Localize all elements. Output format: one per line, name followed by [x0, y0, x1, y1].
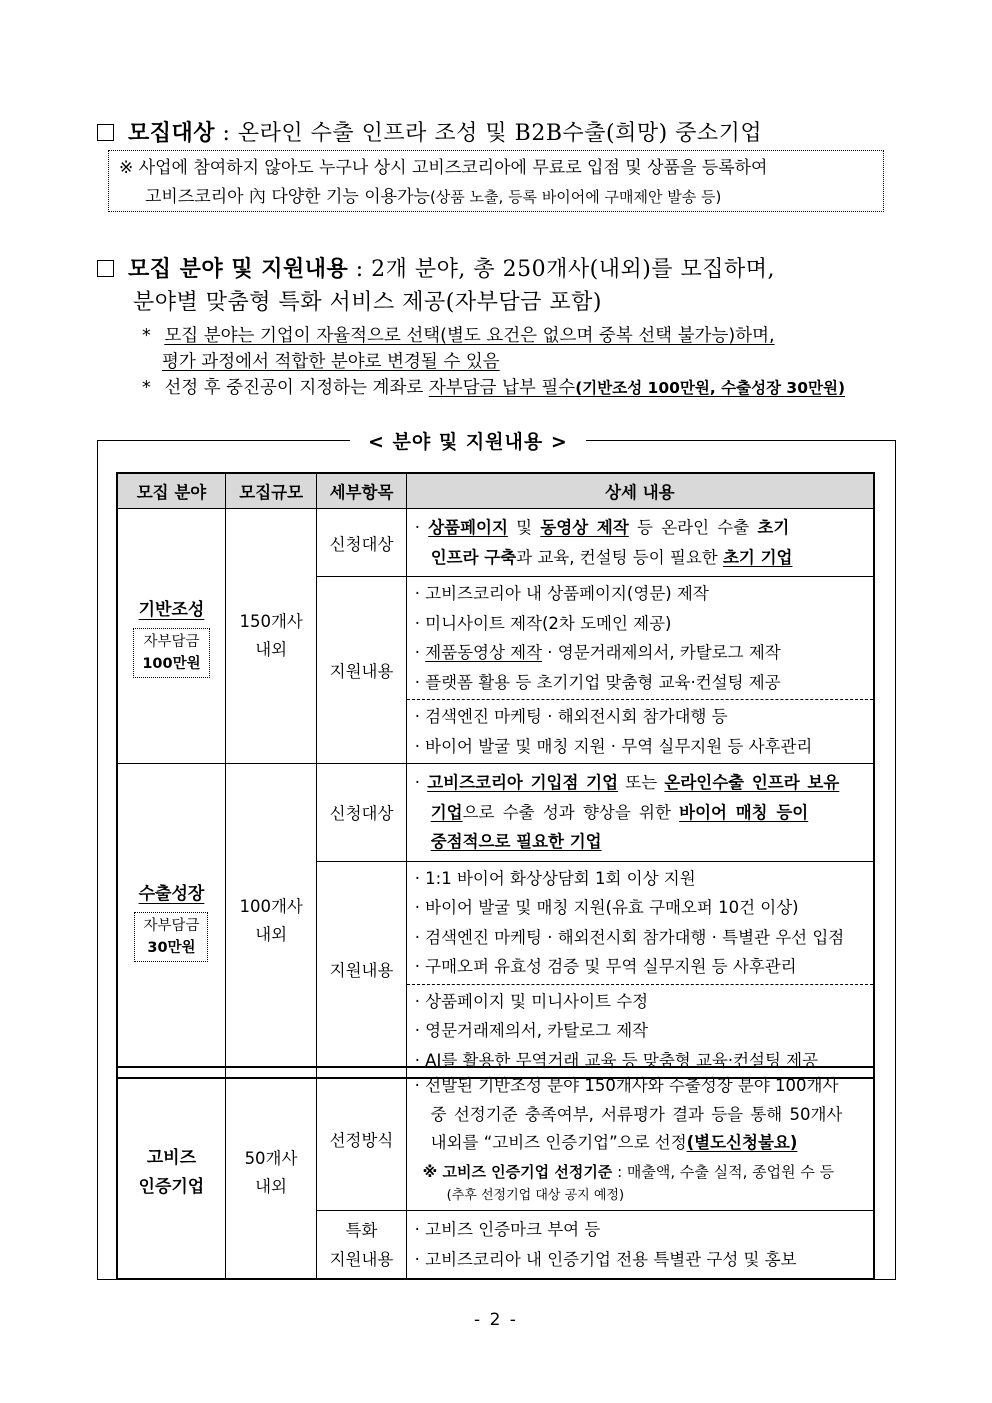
cat3-support	[406, 1211, 874, 1280]
header-scale: 모집규모	[225, 473, 316, 509]
txt: 등 온라인 수출	[628, 518, 758, 537]
cat3-item2	[317, 1211, 406, 1280]
cat2-self-amount: 30만원	[147, 940, 196, 956]
cat3-scale	[225, 1067, 316, 1279]
cat3-scale-line1: 50개사	[244, 1149, 298, 1168]
cat2-support-group-b	[407, 985, 873, 1078]
txt: 지원내용	[329, 1249, 394, 1269]
list-item: · 바이어 발굴 및 매칭 지원 · 무역 실무지원 등 사후관리	[414, 736, 813, 756]
table-header-row	[117, 473, 874, 509]
txt: 초기	[757, 518, 790, 537]
section1-title-rest: : 온라인 수출 인프라 조성 및 B2B수출(희망) 중소기업	[215, 121, 763, 146]
cat3-method-line3	[415, 1129, 865, 1158]
cat3-ref	[415, 1158, 865, 1187]
header-detail: 상세 내용	[406, 473, 874, 509]
cat2-name: 수출성장	[138, 884, 205, 904]
list-item: · 검색엔진 마케팅 · 해외전시회 참가대행 등	[414, 707, 728, 726]
cat1-scale-line1: 150개사	[239, 612, 303, 631]
support-table	[116, 472, 875, 1079]
txt: 및	[507, 518, 541, 537]
section1-note-line2-main: 고비즈코리아 內 다양한 기능 이용가능	[145, 187, 430, 207]
section1-note-box	[108, 150, 884, 212]
section1-note-line2-small: (상품 노출, 등록 바이어에 구매제안 발송 등)	[429, 188, 722, 206]
txt: 고비즈코리아 기입점 기업	[427, 773, 619, 792]
section1-note-line2	[119, 183, 873, 212]
cat3-name-line2: 인증기업	[138, 1177, 205, 1197]
cat2-target	[406, 764, 874, 862]
cat1-target-line1	[415, 513, 865, 543]
txt: 동영상 제작	[540, 518, 629, 537]
list-item: · AI를 활용한 무역거래 교육 등 맞춤형 교육·컨설팅 제공	[414, 1050, 819, 1070]
cat2-cell	[117, 764, 225, 1079]
txt: 특화	[345, 1220, 378, 1240]
txt: 으로 수출 성과 향상을 위한	[462, 802, 680, 822]
txt: 초기 기업	[722, 547, 793, 567]
section2-title-rest: : 2개 분야, 총 250개사(내외)를 모집하며,	[348, 257, 776, 282]
checkbox-square-icon	[97, 124, 114, 141]
certified-table	[116, 1066, 875, 1280]
note1-mark: *	[142, 326, 151, 346]
txt: ※ 고비즈 인증기업 선정기준	[422, 1162, 613, 1181]
section1-title	[97, 116, 762, 147]
list-item: · 영문거래제의서, 카탈로그 제작	[414, 1021, 649, 1040]
section1-title-bold: 모집대상	[128, 120, 216, 146]
cat2-support-group-a	[407, 862, 873, 984]
cat1-target	[406, 509, 874, 577]
cat2-self-label: 자부담금	[143, 918, 200, 934]
section2-title	[97, 252, 775, 283]
txt: 제품동영상 제작	[425, 643, 543, 662]
txt: 인프라 구축	[430, 547, 517, 567]
cat3-scale-line2: 내외	[255, 1177, 287, 1196]
cat2-target-line2	[415, 798, 865, 828]
cat1-self-box	[133, 628, 209, 678]
header-item: 세부항목	[317, 473, 406, 509]
txt: · 영문거래제의서, 카탈로그 제작	[542, 643, 781, 662]
list-item: · 상품페이지 및 미니사이트 수정	[414, 991, 649, 1011]
note2-underlined: 자부담금 납부 필수	[428, 378, 576, 398]
txt: 중점적으로 필요한 기업	[430, 832, 602, 851]
cat3-item1: 선정방식	[317, 1067, 406, 1211]
cat1-support-group-b	[407, 700, 873, 763]
section2-title-bold: 모집 분야 및 지원내용	[128, 256, 349, 282]
txt: 바이어 매칭 등이	[679, 802, 809, 822]
cat1-self-label: 자부담금	[143, 633, 200, 650]
section2-note1	[142, 323, 775, 349]
txt: ·	[414, 773, 428, 792]
cat2-target-line3	[415, 827, 865, 857]
txt: 또는	[618, 773, 665, 792]
list-item: · 고비즈코리아 내 상품페이지(영문) 제작	[414, 584, 709, 603]
section1-note-line1: ※ 사업에 참여하지 않아도 누구나 상시 고비즈코리아에 무료로 입점 및 상품을 등록하여	[119, 158, 768, 178]
section2-title-line2: 분야별 맞춤형 특화 서비스 제공(자부담금 포함)	[133, 290, 602, 315]
list-item: · 플랫폼 활용 등 초기기업 맞춤형 교육·컨설팅 제공	[414, 672, 781, 692]
cat2-scale	[225, 764, 316, 1079]
txt: 온라인수출 인프라 보유	[664, 773, 840, 792]
txt: (추후 선정기업 대상 공지 예정)	[446, 1188, 625, 1203]
note1-line2-text: 평가 과정에서 적합한 분야로 변경될 수 있음	[162, 352, 500, 372]
cat1-item2: 지원내용	[317, 577, 406, 764]
note2-mark: *	[142, 378, 151, 398]
txt: 과 교육, 컨설팅 등이 필요한	[516, 547, 723, 567]
txt: : 매출액, 수출 실적, 종업원 수 등	[612, 1162, 835, 1181]
cat1-cell	[117, 509, 225, 764]
section2-note2	[142, 375, 845, 401]
txt: (별도신청불요)	[686, 1133, 798, 1152]
note1-line2	[162, 349, 500, 375]
txt: 기업	[430, 802, 463, 822]
list-item: · 미니사이트 제작(2차 도메인 제공)	[414, 613, 672, 633]
list-item: · 고비즈코리아 내 인증기업 전용 특별관 구성 및 홍보	[414, 1249, 797, 1269]
checkbox-square-icon	[97, 260, 114, 277]
page-number: - 2 -	[474, 1310, 518, 1330]
cat3-name-line1: 고비즈	[146, 1148, 197, 1168]
cat1-support	[406, 577, 874, 764]
txt: · 선발된 기반조성 분야 150개사와 수출성장 분야 100개사	[414, 1076, 839, 1095]
cat1-name: 기반조성	[138, 599, 205, 620]
cat2-scale-line1: 100개사	[239, 896, 303, 916]
frame-title: < 분야 및 지원내용 >	[350, 427, 586, 454]
cat1-target-line2	[415, 543, 865, 573]
cat3-method	[406, 1067, 874, 1211]
cat2-item1: 신청대상	[317, 764, 406, 862]
cat2-self-box	[134, 912, 208, 962]
txt: 중 선정기준 충족여부, 서류평가 결과 등을 통해 50개사	[430, 1104, 843, 1124]
note2-bold: (기반조성 100만원, 수출성장 30만원)	[575, 379, 846, 397]
cat1-scale	[225, 509, 316, 764]
cat2-target-line1	[415, 768, 865, 798]
table-row	[117, 764, 874, 862]
list-item: · 1:1 바이어 화상상담회 1회 이상 지원	[414, 868, 696, 888]
cat1-self-amount: 100만원	[142, 655, 201, 672]
cat2-support	[406, 861, 874, 1078]
txt: 내외를 “고비즈 인증기업”으로 선정	[430, 1133, 687, 1152]
table-row	[117, 509, 874, 577]
cat2-scale-line2: 내외	[255, 924, 288, 944]
cat1-scale-line2: 내외	[255, 640, 288, 659]
txt: ·	[414, 518, 429, 537]
note2-prefix: 선정 후 중진공이 지정하는 계좌로	[164, 378, 429, 398]
cat3-cell	[117, 1067, 225, 1279]
note1-line1: 모집 분야는 기업이 자율적으로 선택(별도 요건은 없으며 중복 선택 불가능)하며,	[164, 326, 775, 346]
cat1-support-group-a	[407, 577, 873, 699]
list-item: · 검색엔진 마케팅 · 해외전시회 참가대행 · 특별관 우선 입점	[414, 927, 845, 947]
list-item: · 고비즈 인증마크 부여 등	[414, 1220, 601, 1239]
txt: 상품페이지	[428, 518, 508, 537]
list-item: · 구매오퍼 유효성 검증 및 무역 실무지원 등 사후관리	[414, 957, 797, 976]
cat2-item2: 지원내용	[317, 861, 406, 1078]
list-item: · 제품동영상 제작 · 영문거래제의서, 카탈로그 제작	[414, 643, 781, 662]
header-category: 모집 분야	[117, 473, 225, 509]
cat1-item1: 신청대상	[317, 509, 406, 577]
list-item: · 바이어 발굴 및 매칭 지원(유효 구매오퍼 10건 이상)	[414, 898, 799, 917]
table-row	[117, 1067, 874, 1211]
